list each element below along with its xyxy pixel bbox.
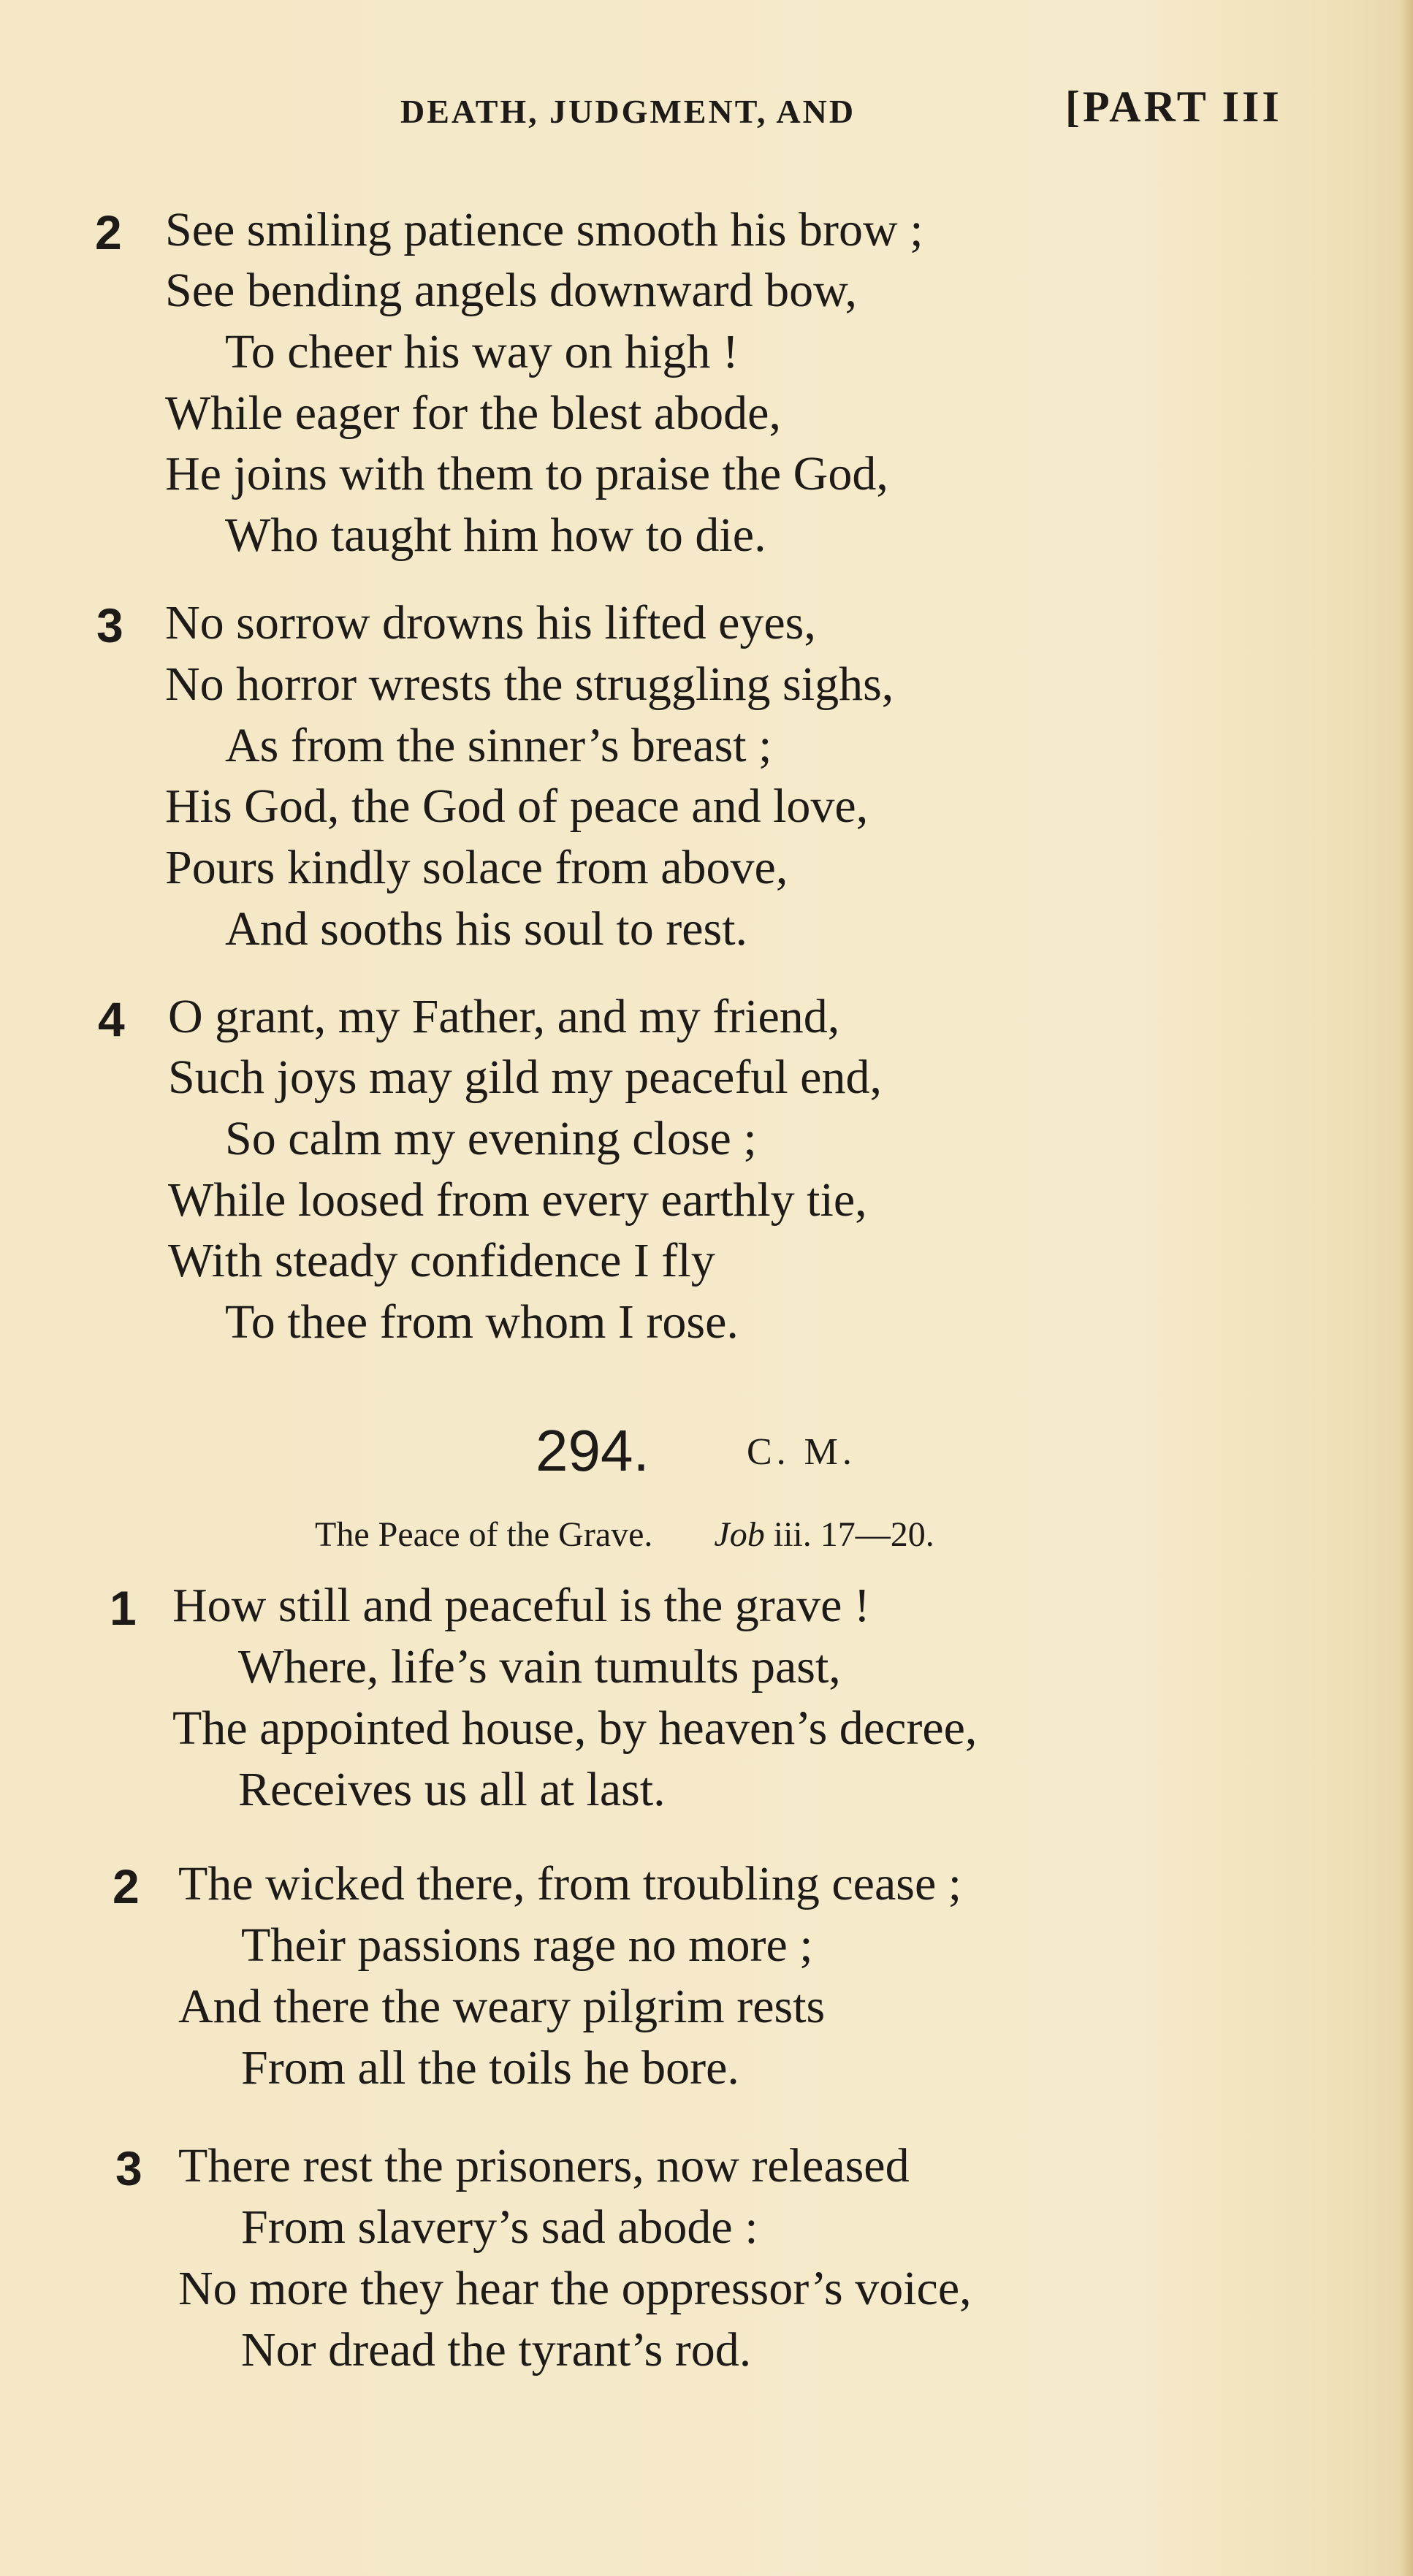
verse-line: Such joys may gild my peaceful end, [168,1051,882,1104]
part-label: [PART III [1065,83,1282,131]
verse-line: With steady confidence I fly [168,1234,715,1287]
verse-line: No more they hear the oppressor’s voice, [178,2262,972,2315]
verse-line: See smiling patience smooth his brow ; [165,203,923,256]
hymn-meter: C. M. [747,1431,856,1473]
verse-line: There rest the prisoners, now released [178,2139,910,2192]
verse-line: As from the sinner’s breast ; [225,719,772,772]
stanza-number: 3 [96,598,123,652]
stanza-number: 1 [110,1581,137,1635]
stanza-number: 4 [98,992,125,1046]
running-header [400,82,1314,140]
verse-line: And there the weary pilgrim rests [178,1980,826,2033]
verse-line: Pours kindly solace from above, [165,841,788,894]
hymn-subtitle [315,1514,934,1555]
verse-line: To thee from whom I rose. [225,1295,739,1349]
verse-line: Receives us all at last. [238,1763,666,1816]
verse-line: Their passions rage no more ; [241,1918,813,1972]
verse-line: How still and peaceful is the grave ! [172,1579,870,1632]
verse-line: From slavery’s sad abode : [241,2200,758,2254]
verse-line: Who taught him how to die. [225,508,766,562]
verse-line: And sooths his soul to rest. [225,902,748,956]
verse-line: See bending angels downward bow, [165,264,858,317]
stanza-number: 3 [115,2141,142,2195]
stanza-number: 2 [95,205,122,259]
stanza-number: 2 [113,1859,140,1913]
verse-line: Where, life’s vain tumults past, [238,1640,841,1693]
verse-line: No sorrow drowns his lifted eyes, [165,596,816,649]
verse-line: Nor dread the tyrant’s rod. [241,2323,752,2377]
scripture-book: Job [714,1515,765,1554]
verse-line: From all the toils he bore. [241,2041,739,2095]
verse-line: The appointed house, by heaven’s decree, [172,1702,978,1755]
verse-line: The wicked there, from troubling cease ; [178,1857,962,1910]
subtitle-text: The Peace of the Grave. [315,1515,653,1554]
page-edge-shadow [1400,0,1413,2576]
verse-line: So calm my evening close ; [225,1112,757,1165]
verse-line: To cheer his way on high ! [225,325,739,378]
scripture-verses: iii. 17—20. [773,1515,934,1554]
running-title: DEATH, JUDGMENT, AND [400,93,856,130]
verse-line: While eager for the blest abode, [165,386,781,440]
hymn-number: 294. [536,1418,650,1483]
verse-line: While loosed from every earthly tie, [168,1173,867,1227]
verse-line: O grant, my Father, and my friend, [168,990,840,1043]
verse-line: He joins with them to praise the God, [165,447,888,500]
verse-line: No horror wrests the struggling sighs, [165,658,894,711]
verse-line: His God, the God of peace and love, [165,780,869,833]
